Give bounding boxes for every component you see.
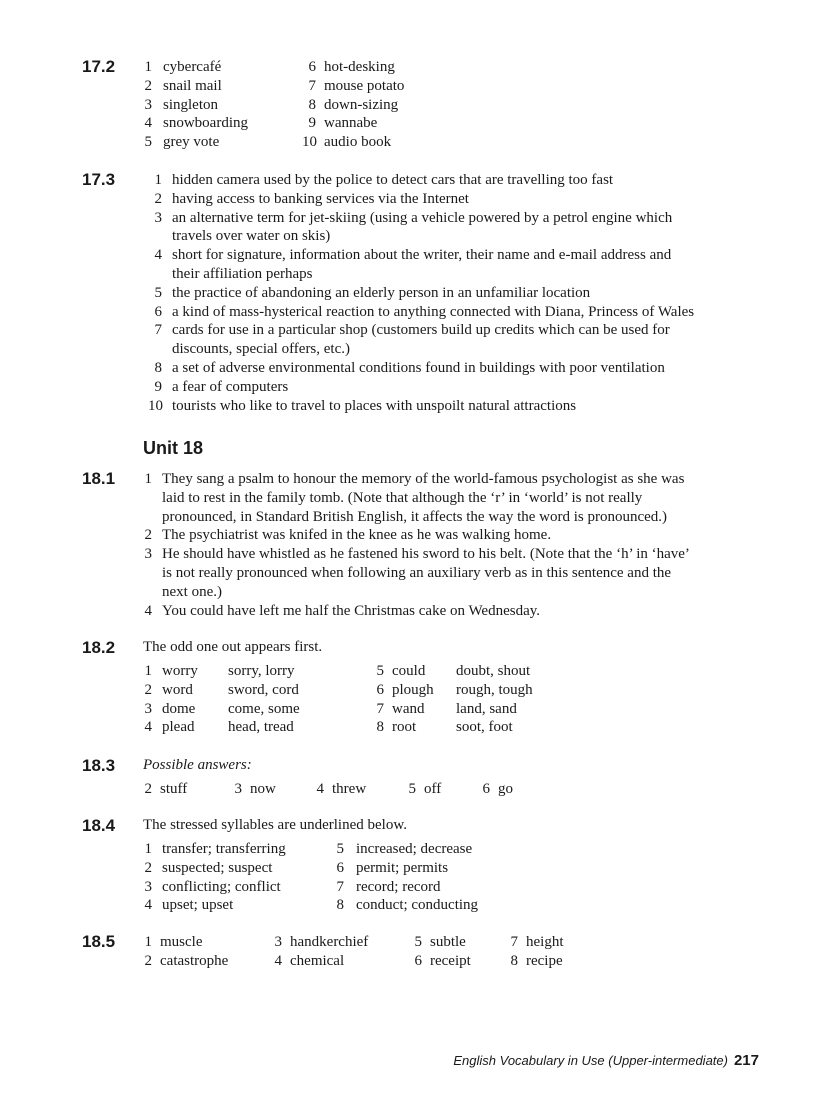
answer-item-number: 4 [154,247,162,264]
silent-letter-word-number: 8 [510,952,518,969]
answer-item-number: 8 [154,360,162,376]
answer-item: cybercafé [163,59,222,75]
answer-item-number: 1 [144,59,152,75]
answer-item-number: 10 [148,397,163,414]
stress-item-number: 5 [336,841,344,857]
stress-item: conduct; conducting [356,897,479,914]
silent-letter-word-number: 6 [414,952,422,969]
rhyme-words: land, sand [456,700,517,717]
possible-answer: go [498,781,513,797]
rhyme-words: sorry, lorry [228,663,295,679]
section-number-18-1: 18.1 [82,469,116,488]
answer-item: tourists who like to travel to places with unspoilt natural attractions [172,397,577,414]
answer-item-number: 1 [154,172,162,188]
answer-continuation: is not really pronounced when following an auxiliary verb as in this sentence and the [162,565,672,581]
odd-word-number: 8 [376,719,384,736]
answer-item-number: 10 [302,134,317,151]
answer-continuation: pronounced, in Standard British English, it affects the way the word is pronounced.) [162,508,668,525]
answer-item: a kind of mass-hysterical reaction to anything connected with Diana, Princess of Wales [172,303,695,320]
answer-item-number: 5 [154,284,162,301]
stress-item: permit; permits [356,859,449,876]
possible-answer: off [424,781,442,797]
stress-item-number: 1 [144,841,152,857]
stress-item: record; record [356,878,441,895]
answer-item-number: 6 [308,59,316,75]
possible-answer-number: 6 [482,781,490,797]
answer-item: a set of adverse environmental conditions found in buildings with poor ventilation [172,360,665,376]
silent-letter-word: subtle [430,934,466,950]
section-number-18-3: 18.3 [82,756,116,775]
rhyme-words: head, tread [228,719,294,736]
silent-letter-word-number: 3 [274,934,282,950]
answer-item: snowboarding [163,115,248,132]
answer-item: having access to banking services via the Internet [172,190,469,207]
section-number-18-4: 18.4 [82,816,116,835]
section-number-18-5: 18.5 [82,932,116,951]
silent-letter-word-number: 4 [274,952,282,969]
possible-answer-number: 4 [316,781,324,797]
silent-letter-word: handkerchief [290,934,369,950]
answer-item: hot-desking [324,59,395,75]
answer-continuation: next one.) [162,583,222,600]
unit-title: Unit 18 [143,438,204,458]
answer-item-number: 7 [154,322,162,339]
silent-letter-word-number: 2 [144,952,152,969]
odd-word-number: 7 [376,700,384,717]
odd-word-number: 6 [376,681,384,698]
stress-item: suspected; suspect [162,859,273,876]
stress-item: transfer; transferring [162,841,286,857]
answer-item-number: 4 [144,602,152,619]
section-18-4-intro: The stressed syllables are underlined below. [143,817,407,833]
odd-word: word [162,681,193,698]
footer-book-title: English Vocabulary in Use (Upper-intermediate) [453,1053,728,1068]
answer-item-number: 8 [308,96,316,113]
answer-item-number: 6 [154,303,162,320]
section-number-18-2: 18.2 [82,638,116,657]
answer-item-number: 3 [144,546,152,563]
odd-word: dome [162,700,196,717]
page-number: 217 [733,1052,759,1069]
rhyme-words: come, some [228,700,300,717]
answer-continuation: laid to rest in the family tomb. (Note that although the ‘r’ in ‘world’ is not really [162,489,643,506]
answer-item: You could have left me half the Christmas cake on Wednesday. [162,602,541,619]
answer-item: He should have whistled as he fastened his sword to his belt. (Note that the ‘h’ in ‘have’ [162,546,690,563]
answer-item: short for signature, information about the writer, their name and e-mail address and [172,247,672,264]
answer-item-number: 2 [154,190,162,207]
answer-item: snail mail [163,77,222,94]
section-number-17-3: 17.3 [82,170,116,189]
stress-item-number: 2 [144,859,152,876]
odd-word: could [392,663,426,679]
answer-item-number: 9 [308,115,316,132]
answer-item-number: 2 [144,527,152,544]
rhyme-words: soot, foot [456,719,513,736]
silent-letter-word: catastrophe [160,952,229,969]
answer-item-number: 5 [144,134,152,151]
answer-item-number: 4 [144,115,152,132]
answer-continuation: their affiliation perhaps [172,266,313,282]
answer-item-number: 9 [154,378,162,395]
answer-item: The psychiatrist was knifed in the knee as he was walking home. [162,527,552,544]
odd-word: plough [392,681,434,698]
odd-word: worry [162,663,198,679]
answer-item: grey vote [163,134,220,151]
answer-item: wannabe [324,115,378,132]
rhyme-words: doubt, shout [456,663,531,679]
section-number-17-2: 17.2 [82,57,116,76]
odd-word: root [392,719,417,736]
odd-word-number: 5 [376,663,384,679]
answer-item: the practice of abandoning an elderly person in an unfamiliar location [172,284,591,301]
answer-continuation: travels over water on skis) [172,228,331,245]
possible-answer: threw [332,781,367,797]
possible-answer: stuff [160,781,188,797]
silent-letter-word: muscle [160,934,203,950]
possible-answer: now [250,781,276,797]
stress-item-number: 7 [336,878,344,895]
stress-item: conflicting; conflict [162,878,281,895]
silent-letter-word-number: 1 [144,934,152,950]
silent-letter-word: recipe [526,952,563,969]
answer-item: cards for use in a particular shop (customers build up credits which can be used for [172,322,670,339]
rhyme-words: rough, tough [456,681,533,698]
silent-letter-word: height [526,934,564,950]
answer-continuation: discounts, special offers, etc.) [172,341,351,358]
answer-item: hidden camera used by the police to detect cars that are travelling too fast [172,172,614,188]
page-footer [453,1052,759,1069]
answer-item-number: 2 [144,77,152,94]
stress-item: upset; upset [162,897,234,914]
answer-item-number: 3 [154,209,162,226]
odd-word-number: 1 [144,663,152,679]
possible-answer-number: 2 [144,781,152,797]
stress-item-number: 4 [144,897,152,914]
stress-item: increased; decrease [356,841,473,857]
section-18-3-intro: Possible answers: [143,757,252,773]
silent-letter-word-number: 7 [510,934,518,950]
odd-word: wand [392,700,425,717]
answer-item: audio book [324,134,392,151]
answer-item: mouse potato [324,77,405,94]
silent-letter-word: chemical [290,952,345,969]
stress-item-number: 3 [144,878,152,895]
answer-item-number: 3 [144,96,152,113]
stress-item-number: 8 [336,897,344,914]
answer-item: down-sizing [324,96,399,113]
silent-letter-word-number: 5 [414,934,422,950]
answer-item-number: 1 [144,471,152,487]
answer-item: an alternative term for jet-skiing (using a vehicle powered by a petrol engine which [172,209,673,226]
odd-word-number: 4 [144,719,152,736]
odd-word-number: 2 [144,681,152,698]
rhyme-words: sword, cord [228,681,299,698]
section-18-2-intro: The odd one out appears first. [143,639,323,655]
odd-word-number: 3 [144,700,152,717]
possible-answer-number: 5 [408,781,416,797]
answer-item: They sang a psalm to honour the memory of the world-famous psychologist as she was [162,471,685,487]
stress-item-number: 6 [336,859,344,876]
silent-letter-word: receipt [430,952,471,969]
answer-item-number: 7 [308,77,316,94]
possible-answer-number: 3 [234,781,242,797]
odd-word: plead [162,719,195,736]
answer-item: a fear of computers [172,378,289,395]
answer-item: singleton [163,96,218,113]
